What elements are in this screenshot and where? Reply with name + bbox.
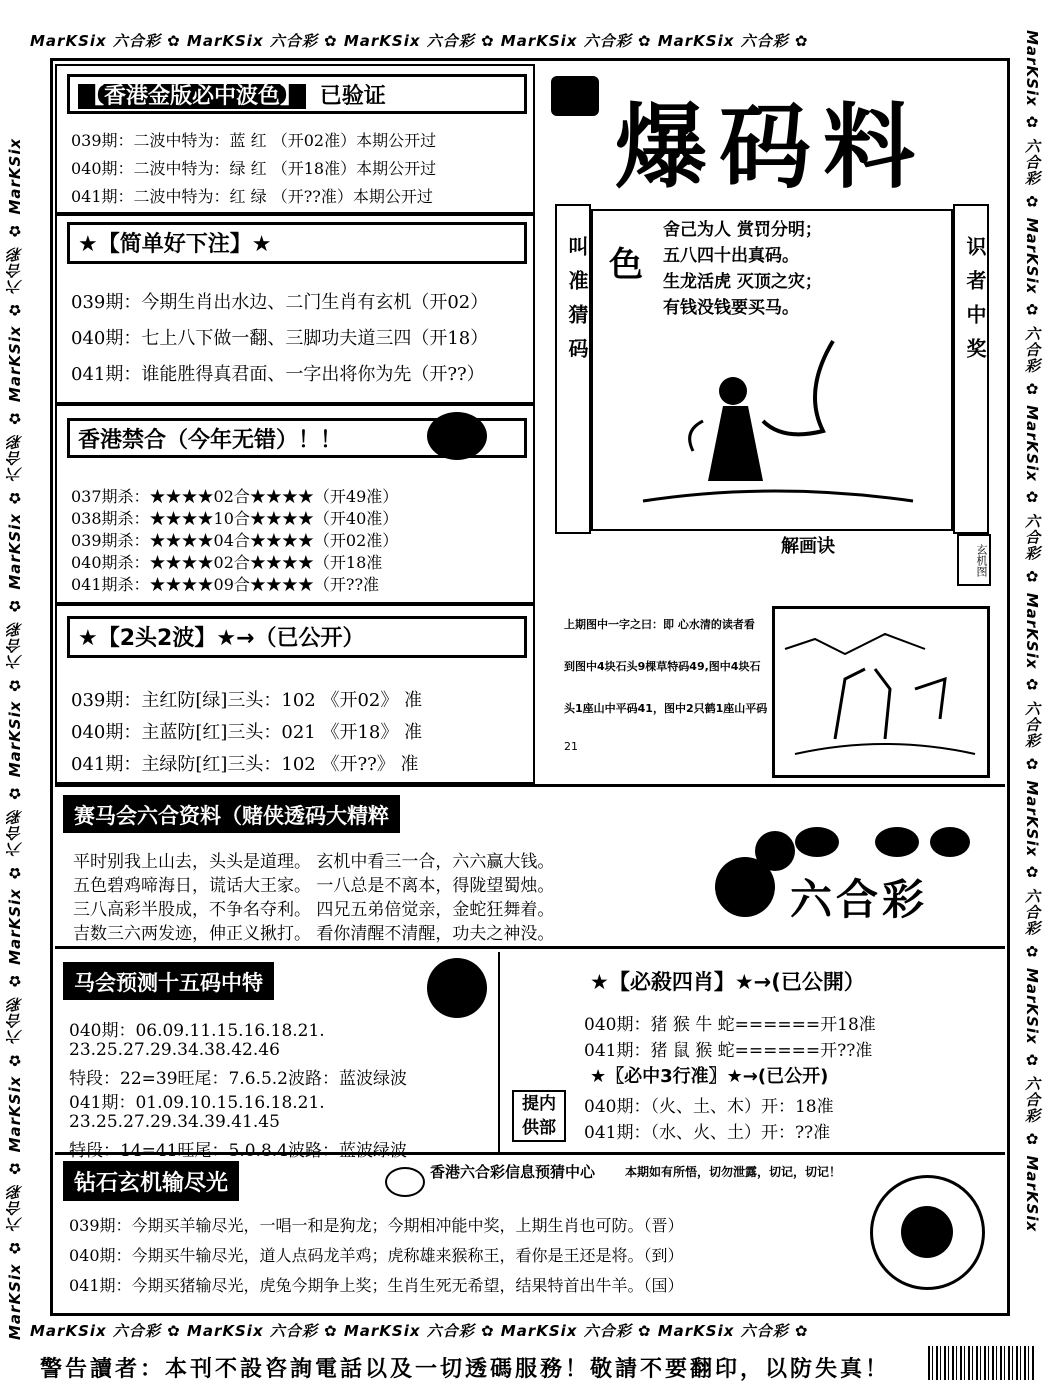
- simple-section: [55, 214, 535, 404]
- forbidden-line: 041期杀：★★★★09合★★★★（开??准: [71, 575, 380, 594]
- crane-picture: [772, 606, 990, 778]
- riddle-section: [560, 600, 1000, 780]
- gold-title-text: 【香港金版必中波色】: [78, 84, 306, 109]
- twohead-line: 040期：主蓝防[红]三头：021 《开18》 准: [71, 722, 423, 743]
- forbidden-line: 040期杀：★★★★02合★★★★（开18准: [71, 553, 383, 572]
- eye-emblem-icon: [427, 412, 487, 460]
- caption: 解画诀: [781, 536, 835, 557]
- poem-line: 舍己为人 赏罚分明；: [663, 220, 822, 240]
- horse-title: 赛马会六合资料（赌侠透码大精粹: [63, 795, 400, 833]
- diamond-section: [55, 1152, 1005, 1312]
- scroll-paper: [591, 209, 953, 531]
- center-name: 香港六合彩信息预猜中心: [430, 1163, 596, 1181]
- circle-icon: [795, 827, 839, 857]
- forbidden-line: 039期杀：★★★★04合★★★★（开02准）: [71, 531, 399, 550]
- simple-title: ★【简单好下注】★: [67, 222, 527, 264]
- baoma-section: [545, 64, 1005, 584]
- top-border-strip: MarKSix 六合彩 ✿ MarKSix 六合彩 ✿ MarKSix 六合彩 ✿ MarKSix 六合彩 ✿ MarKSix 六合彩 ✿: [30, 32, 809, 50]
- gold-verified: 已验证: [319, 84, 386, 109]
- circle-icon: [875, 827, 919, 857]
- riddle-line: 上期图中一字之曰：即 心水清的读者看: [564, 618, 755, 631]
- center-note: 本期如有所悟，切勿泄露，切记，切记！: [625, 1165, 842, 1179]
- horse-section: [55, 784, 1005, 949]
- poem-line: 五八四十出真码。: [663, 246, 799, 266]
- poem-char: 色: [609, 245, 643, 285]
- scroll-right-roller: [953, 204, 989, 534]
- predict-line: 041期：01.09.10.15.16.18.21.: [69, 1093, 325, 1113]
- right-border-strip: MarKSix ✿ 六合彩 ✿ MarKSix ✿ 六合彩 ✿ MarKSix ✿ 六合彩 ✿ MarKSix ✿ 六合彩 ✿ MarKSix ✿ 六合彩 ✿ MarKSix ✿ 六合彩 ✿ MarKSix: [1023, 30, 1041, 1233]
- twohead-line: 041期：主绿防[红]三头：102 《开??》 准: [71, 754, 419, 775]
- kill-sub-line: 041期：（水、火、土）开：??准: [584, 1123, 831, 1143]
- horse-line: 五色碧鸡啼海日，谎话大王家。 一八总是不离本，得陇望蜀烛。: [73, 876, 555, 896]
- predict-title: 马会预测十五码中特: [63, 962, 274, 1000]
- horse-line: 三八高彩半股成，不争名夺利。 四兄五弟倍觉亲，金蛇狂舞着。: [73, 900, 555, 920]
- forbidden-line: 038期杀：★★★★10合★★★★（开40准）: [71, 509, 399, 528]
- baoma-title: 爆码料: [615, 93, 928, 201]
- kill-sub-line: 040期：（火、土、木）开：18准: [584, 1097, 834, 1117]
- forbidden-section: [55, 404, 535, 604]
- sage-illustration: [623, 331, 923, 521]
- predict-line: 特段：22=39旺尾：7.6.5.2波路：蓝波绿波: [69, 1069, 407, 1089]
- riddle-line: 头1座山中平码41，图中2只鹤1座山平码: [564, 702, 768, 715]
- diamond-line: 039期：今期买羊输尽光，一唱一和是狗龙；今期相冲能中奖，上期生肖也可防。（晋）: [69, 1216, 684, 1235]
- gold-section: [55, 64, 535, 214]
- predict-line: 23.25.27.29.34.39.41.45: [69, 1112, 280, 1132]
- poem-line: 有钱没钱要买马。: [663, 298, 799, 318]
- twohead-section: [55, 604, 535, 784]
- horse-line: 吉数三六两发迹，伸正义揪打。 看你清醒不清醒，功夫之神没。: [73, 924, 555, 944]
- diamond-line: 040期：今期买牛输尽光，道人点码龙羊鸡；虎称雄来猴称王，看你是王还是将。（到）: [69, 1246, 684, 1265]
- kill-sub-title: ★〖必中3行准〗★→(已公开): [590, 1066, 829, 1087]
- crane-illustration: [775, 609, 987, 775]
- twohead-title: ★【2头2波】★→（已公开）: [67, 616, 527, 658]
- poem-line: 生龙活虎 灭顶之灾；: [663, 272, 822, 292]
- kill-title: ★【必殺四肖】★→(已公開）: [590, 970, 865, 994]
- left-border-strip: MarKSix ✿ 六合彩 ✿ MarKSix ✿ 六合彩 ✿ MarKSix ✿ 六合彩 ✿ MarKSix ✿ 六合彩 ✿ MarKSix ✿ 六合彩 ✿ MarKSix ✿ 六合彩 ✿ MarKSix: [6, 137, 24, 1340]
- riddle-line: 到图中4块石头9棵草特码49,图中4块石: [564, 660, 761, 673]
- riddle-line: 21: [564, 740, 578, 753]
- marksix-logo-text: 六合彩: [790, 875, 929, 924]
- simple-line: 041期：谁能胜得真君面、一字出将你为先（开??）: [71, 364, 485, 385]
- scroll-left-text: 叫准猜码: [565, 236, 589, 372]
- simple-line: 040期：七上八下做一翻、三脚功夫道三四（开18）: [71, 328, 489, 349]
- bauhinia-emblem-icon: [870, 1175, 985, 1290]
- gold-line: 040期：二波中特为：绿 红 （开18准）本期公开过: [71, 159, 437, 178]
- logo-emblem-icon: [551, 76, 599, 116]
- predict-line: 23.25.27.29.34.38.42.46: [69, 1040, 280, 1060]
- bottom-border-strip: MarKSix 六合彩 ✿ MarKSix 六合彩 ✿ MarKSix 六合彩 ✿ MarKSix 六合彩 ✿ MarKSix 六合彩 ✿: [30, 1322, 809, 1340]
- internal-stamp: 提内供部: [512, 1090, 566, 1142]
- circle-icon: [755, 831, 795, 871]
- bauhinia-flower-icon: [901, 1206, 953, 1258]
- forbidden-title: 香港禁合（今年无错）！！: [67, 418, 527, 458]
- scroll-right-text: 识者中奖: [963, 236, 987, 372]
- compass-icon: [385, 1167, 425, 1197]
- predict-section: [55, 952, 500, 1161]
- kill-line: 040期：猪 猴 牛 蛇======开18准: [584, 1015, 876, 1035]
- simple-line: 039期：今期生肖出水边、二门生肖有玄机（开02）: [71, 292, 489, 313]
- diamond-line: 041期：今期买猪输尽光，虎兔今期争上奖；生肖生死无希望，结果特首出牛羊。（国）: [69, 1276, 684, 1295]
- gold-title: [67, 74, 527, 114]
- barcode-icon: [928, 1346, 1036, 1380]
- twohead-line: 039期：主红防[绿]三头：102 《开02》 准: [71, 690, 423, 711]
- predict-line: 040期：06.09.11.15.16.18.21.: [69, 1021, 325, 1041]
- kill-section: [500, 952, 1005, 1152]
- horse-line: 平时别我上山去，头头是道理。 玄机中看三一合，六六赢大钱。: [73, 852, 555, 872]
- globe-emblem-icon: [427, 958, 487, 1018]
- circle-icon: [930, 827, 970, 857]
- stamp-label: 玄机图: [957, 534, 991, 586]
- predict-line: 特段：14=41旺尾：5.0.8.4波路：蓝波绿波: [69, 1141, 407, 1161]
- scroll-left-roller: [555, 204, 591, 534]
- gold-line: 039期：二波中特为：蓝 红 （开02准）本期公开过: [71, 131, 437, 150]
- warning-text: 警告讀者：本刊不設咨詢電話以及一切透碼服務！敬請不要翻印，以防失真！: [40, 1357, 891, 1382]
- gold-line: 041期：二波中特为：红 绿 （开??准）本期公开过: [71, 187, 433, 206]
- diamond-title: 钻石玄机输尽光: [63, 1161, 239, 1201]
- forbidden-line: 037期杀：★★★★02合★★★★（开49准）: [71, 487, 399, 506]
- kill-line: 041期：猪 鼠 猴 蛇======开??准: [584, 1041, 873, 1061]
